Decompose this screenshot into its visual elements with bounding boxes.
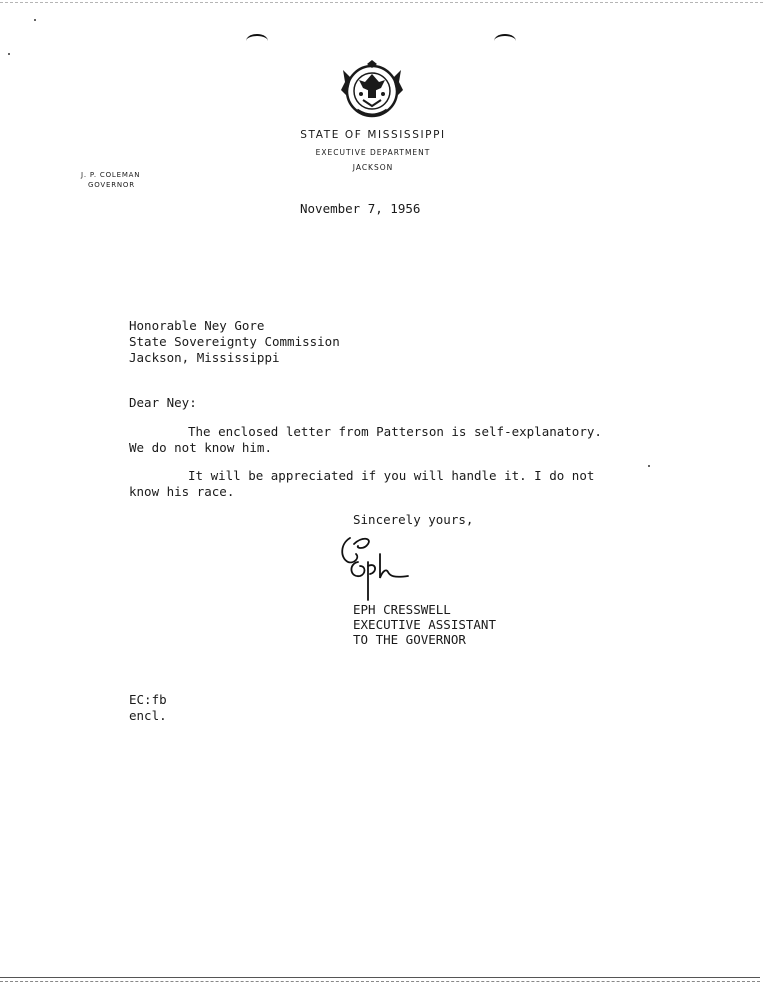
page-edge-bottom (0, 977, 760, 982)
paragraph-2-line-2: know his race. (129, 484, 235, 499)
signer-title-2: TO THE GOVERNOR (353, 632, 466, 647)
recipient-line-2: State Sovereignty Commission (129, 334, 340, 349)
paragraph-1-line-2: We do not know him. (129, 440, 272, 455)
signer-title-1: EXECUTIVE ASSISTANT (353, 617, 496, 632)
letter-date: November 7, 1956 (300, 201, 421, 216)
signer-name: EPH CRESSWELL (353, 602, 451, 617)
letterhead-city: JACKSON (352, 163, 394, 172)
reference-initials: EC:fb (129, 692, 167, 707)
state-seal-icon (337, 58, 407, 120)
letterhead-department: EXECUTIVE DEPARTMENT (315, 148, 431, 157)
recipient-line-1: Honorable Ney Gore (129, 318, 265, 333)
punch-hole-mark (246, 34, 268, 48)
punch-hole-mark (494, 34, 516, 48)
governor-title: GOVERNOR (88, 181, 135, 189)
letterhead-state: STATE OF MISSISSIPPI (300, 129, 446, 141)
handwritten-signature-icon (338, 532, 418, 602)
salutation: Dear Ney: (129, 395, 197, 410)
paragraph-2-line-1: It will be appreciated if you will handle it. I do not (188, 468, 595, 483)
speck (8, 53, 10, 55)
closing: Sincerely yours, (353, 512, 474, 527)
governor-name: J. P. COLEMAN (81, 171, 141, 179)
paragraph-1-line-1: The enclosed letter from Patterson is self-explanatory. (188, 424, 602, 439)
speck (34, 19, 36, 21)
enclosure-note: encl. (129, 708, 167, 723)
page-edge-top (0, 2, 763, 3)
speck (648, 465, 650, 467)
recipient-line-3: Jackson, Mississippi (129, 350, 280, 365)
